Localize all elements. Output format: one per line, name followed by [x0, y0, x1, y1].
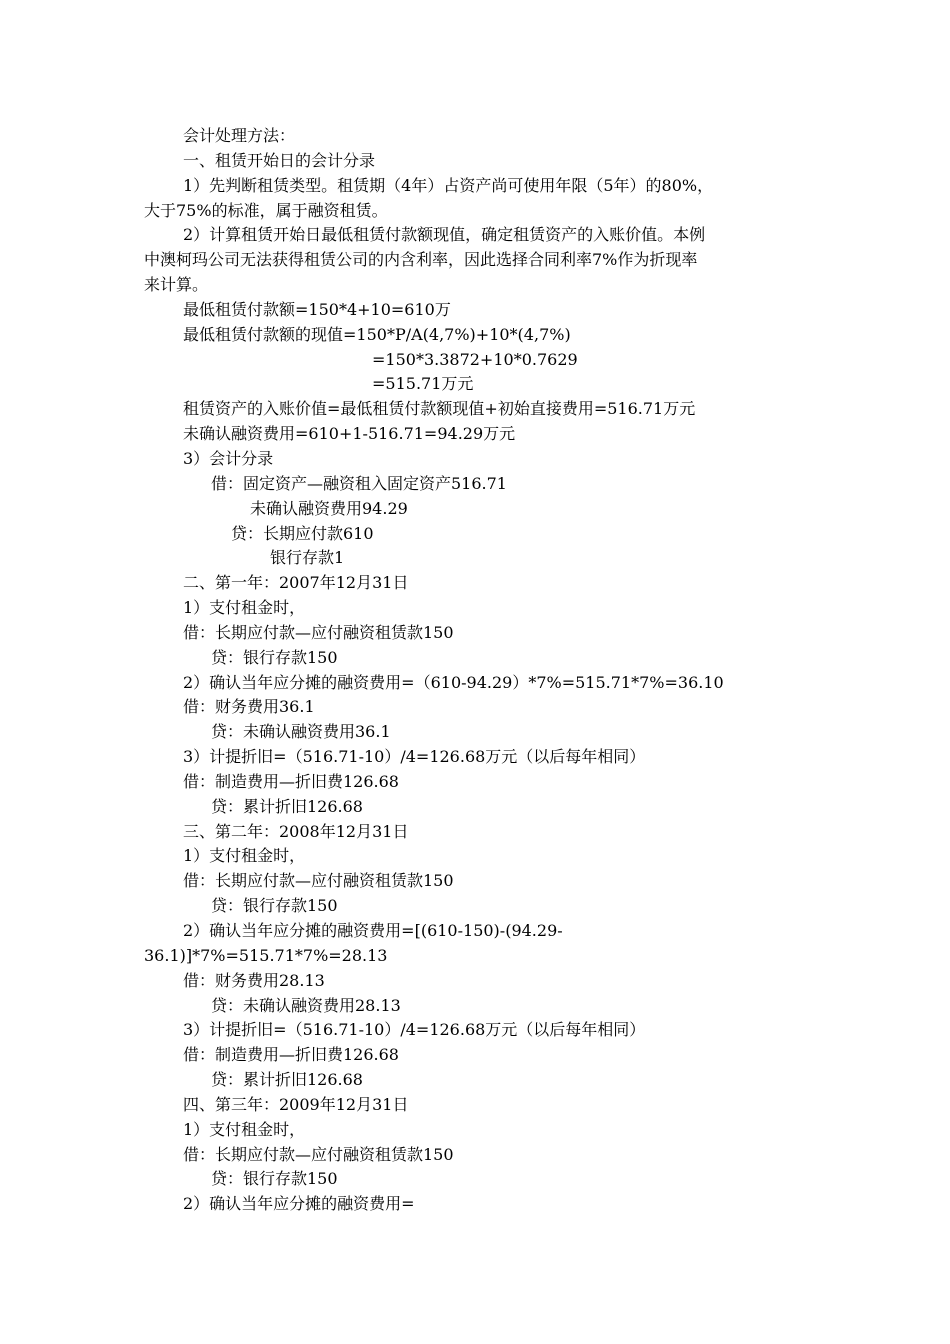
journal-entry-line: 贷：银行存款150: [211, 647, 338, 667]
paragraph-line: 1）支付租金时，: [183, 598, 306, 618]
section-heading: 会计处理方法：: [183, 126, 296, 145]
document-body: [144, 124, 808, 1217]
journal-entry-line: 贷：累计折旧126.68: [211, 796, 363, 816]
journal-entry-line: 银行存款1: [270, 548, 345, 568]
journal-entry-line: 借：财务费用28.13: [183, 970, 325, 990]
journal-entry-line: 贷：累计折旧126.68: [211, 1070, 363, 1090]
journal-entry-line: 贷：银行存款150: [211, 1169, 338, 1189]
paragraph-line: 大于75%的标准，属于融资租赁。: [144, 200, 388, 220]
paragraph-line: 3）计提折旧=（516.71-10）/4=126.68万元（以后每年相同）: [183, 747, 646, 767]
paragraph-line: 3）会计分录: [183, 448, 274, 468]
paragraph-line: 1）支付租金时，: [183, 846, 306, 866]
formula-line: 未确认融资费用=610+1-516.71=94.29万元: [183, 424, 516, 444]
paragraph-line: 3）计提折旧=（516.71-10）/4=126.68万元（以后每年相同）: [183, 1020, 646, 1040]
paragraph-line: 来计算。: [144, 275, 209, 295]
journal-entry-line: 借：制造费用—折旧费126.68: [183, 1045, 399, 1065]
paragraph-line: 1）先判断租赁类型。租赁期（4年）占资产尚可使用年限（5年）的80%，: [183, 175, 714, 195]
journal-entry-line: 借：财务费用36.1: [183, 697, 315, 717]
paragraph-line: 2）确认当年应分摊的融资费用=: [183, 1194, 415, 1214]
journal-entry-line: 借：长期应付款—应付融资租赁款150: [183, 622, 454, 642]
section-heading: 三、第二年：2008年12月31日: [183, 821, 409, 841]
formula-line: 最低租赁付款额=150*4+10=610万: [183, 299, 451, 319]
paragraph-line: 2）确认当年应分摊的融资费用=（610-94.29）*7%=515.71*7%=36.10: [183, 672, 724, 692]
formula-line: 最低租赁付款额的现值=150*P/A(4,7%)+10*(4,7%): [183, 324, 571, 344]
paragraph-line: 36.1)]*7%=515.71*7%=28.13: [144, 945, 388, 965]
section-heading: 一、租赁开始日的会计分录: [183, 150, 376, 170]
paragraph-line: 2）计算租赁开始日最低租赁付款额现值，确定租赁资产的入账价值。本例: [183, 225, 706, 245]
journal-entry-line: 借：固定资产—融资租入固定资产516.71: [211, 473, 507, 493]
formula-line: =515.71万元: [372, 374, 474, 394]
journal-entry-line: 借：长期应付款—应付融资租赁款150: [183, 1144, 454, 1164]
journal-entry-line: 贷：未确认融资费用36.1: [211, 722, 391, 742]
journal-entry-line: 借：长期应付款—应付融资租赁款150: [183, 871, 454, 891]
journal-entry-line: 未确认融资费用94.29: [250, 498, 408, 518]
journal-entry-line: 借：制造费用—折旧费126.68: [183, 771, 399, 791]
paragraph-line: 1）支付租金时，: [183, 1119, 306, 1139]
section-heading: 二、第一年：2007年12月31日: [183, 573, 409, 593]
section-heading: 四、第三年：2009年12月31日: [183, 1094, 409, 1114]
formula-line: 租赁资产的入账价值=最低租赁付款额现值+初始直接费用=516.71万元: [183, 399, 696, 419]
paragraph-line: 中澳柯玛公司无法获得租赁公司的内含利率，因此选择合同利率7%作为折现率: [144, 250, 698, 270]
paragraph-line: 2）确认当年应分摊的融资费用=[(610-150)-(94.29-: [183, 921, 563, 940]
journal-entry-line: 贷：未确认融资费用28.13: [211, 995, 401, 1015]
journal-entry-line: 贷：长期应付款610: [231, 523, 374, 543]
journal-entry-line: 贷：银行存款150: [211, 896, 338, 916]
formula-line: =150*3.3872+10*0.7629: [372, 349, 578, 369]
